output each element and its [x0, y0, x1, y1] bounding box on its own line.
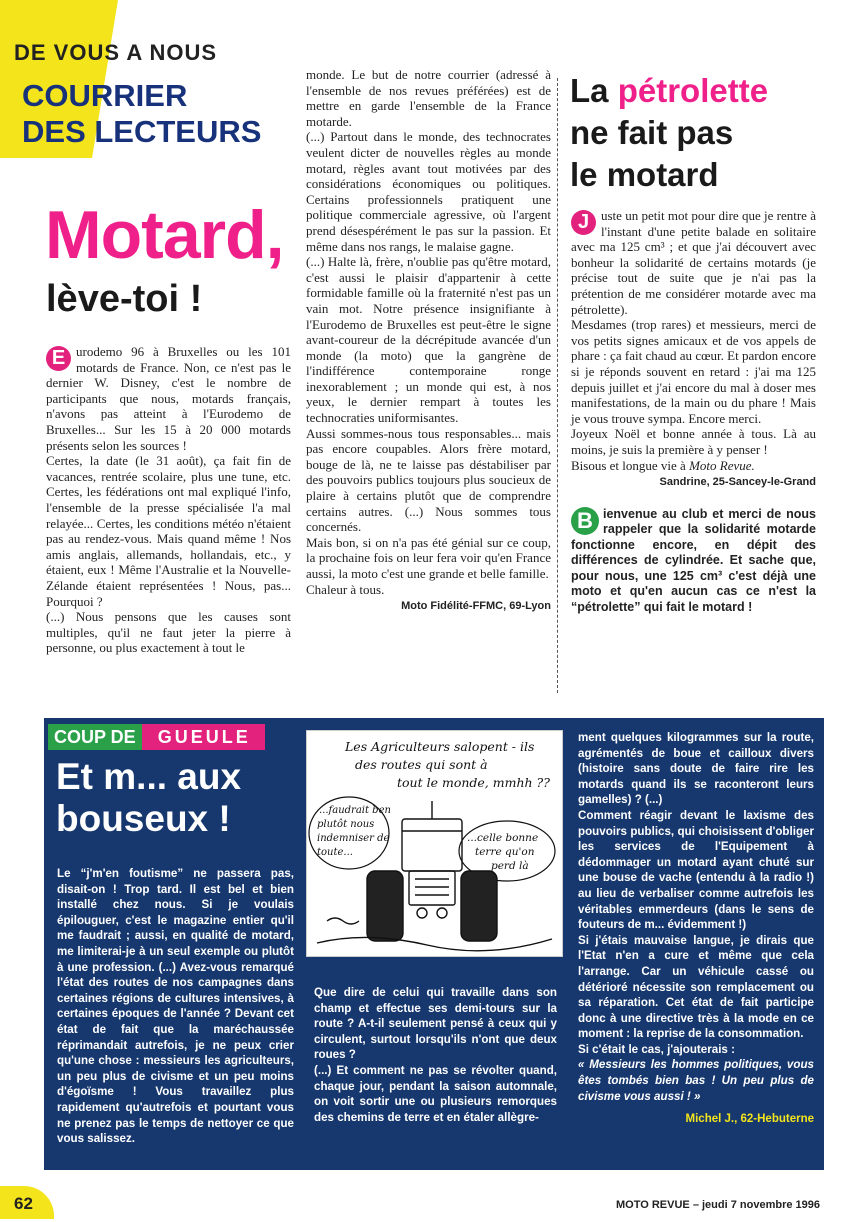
coup-de-gueule-paragraph: Comment réagir devant le laxisme des pouvoirs publics, qui choisissent d'obliger les services de l'Equipement à dédommager un motard ayant chuté sur une bouse de vache (entendu à la radio !) au lieu de verbaliser comme autrefois les véritables emmerdeurs (dans le sens de fouteurs de m... évidemment !) [578, 808, 814, 932]
editor-reply: B ienvenue au club et merci de nous rappeler que la solidarité motarde fonctionne encore, en dépit des différences de cylindrée. Et sache que, pour nous, une 125 cm³ c'est déjà une moto et qu'en aucun cas ce n'est la “pétrolette” qui fait le motard ! [571, 506, 816, 614]
article2-signature: Sandrine, 25-Sancey-le-Grand [659, 476, 816, 489]
cartoon-bubble-left-text: ...faudrait ben plutôt nous indemniser de toute... [317, 805, 391, 858]
coup-de-gueule-title [56, 756, 241, 840]
article1-paragraph: (...) Nous pensons que les causes sont multiples, qu'il ne faut jeter la pierre à personne, ou plus exactement à tout le [46, 609, 291, 656]
column-divider [557, 78, 558, 693]
article2-title-line3: le motard [570, 156, 719, 193]
article1-column2 [306, 67, 551, 615]
coup-de-gueule-column3 [578, 730, 814, 1128]
article1-paragraph: Mais bon, si on n'a pas été génial sur ce coup, la prochaine fois on leur fera voir qu'en France aussi, la moto c'est une grande et belle famille. [306, 534, 551, 581]
article2-title [570, 70, 768, 196]
section-title-line1: COURRIER [22, 78, 188, 113]
article1-paragraph: E urodemo 96 à Bruxelles ou les 101 motards de France. Non, ce n'est pas le dernier W. Disney, c'est le nombre de participants que nous, motards français, n'avons pas atteint à l'Eurodemo de Bruxelles... Sur les 15 à 20 000 motards présents selon les sources ! [46, 344, 291, 453]
coup-de-gueule-paragraph: ment quelques kilogrammes sur la route, agrémentés de boue et cailloux divers (histoire sans doute de faire rire les motards quand ils se raconteront leurs gamelles) ? (...) [578, 731, 814, 807]
article1-signature: Moto Fidélité-FFMC, 69-Lyon [401, 600, 551, 613]
article2-column [571, 208, 816, 615]
rubric-label: DE VOUS A NOUS [14, 40, 218, 65]
article2-paragraph: J uste un petit mot pour dire que je rentre à l'instant d'une petite balade en solitaire avec ma 125 cm³ ; et que j'ai découvert avec bonheur la solidarité de certains motards (je précise tout de suite que je n'ai pas la prétention de me considérer motarde avec ma pétrolette). [571, 208, 816, 317]
dropcap-j: J [571, 210, 596, 235]
page-number: 62 [0, 1186, 54, 1219]
coup-de-gueule-paragraph: Si c'était le cas, j'ajouterais : [578, 1042, 735, 1056]
article2-closing: Bisous et longue vie à Moto Revue. [571, 457, 755, 473]
article1-paragraph: Chaleur à tous. [306, 581, 385, 597]
article1-subtitle: lève-toi ! [46, 278, 203, 320]
tractor-cartoon-drawing [307, 731, 562, 956]
tag-gueule: GUEULE [142, 724, 265, 750]
section-title [22, 78, 261, 150]
article1-column1 [46, 344, 291, 656]
article2-paragraph: Joyeux Noël et bonne année à tous. Là au moins, je suis la première à y penser ! [571, 426, 816, 457]
cartoon-bubble-right-text: ...celle bonne terre qu'on perd là [467, 832, 539, 872]
section-title-line2: DES LECTEURS [22, 114, 262, 149]
box-title-line2: bouseux ! [56, 798, 231, 839]
article1-paragraph: monde. Le but de notre courrier (adressé à l'ensemble de nos revues préférées) est de mettre en garde l'ensemble de la France motarde. [306, 67, 551, 129]
footer-credit: MOTO REVUE – jeudi 7 novembre 1996 [616, 1199, 820, 1211]
coup-de-gueule-paragraph: Que dire de celui qui travaille dans son champ et effectue ses demi-tours sur la route ? A-t-il seulement pensé à ceux qui y circulent, surtout lorsqu'ils n'ont que deux roues ? [314, 986, 557, 1062]
dropcap-e: E [46, 346, 71, 371]
magazine-name: Moto Revue. [689, 457, 755, 473]
coup-de-gueule-signature: Michel J., 62-Hebuterne [685, 1113, 814, 1126]
coup-de-gueule-paragraph: (...) Et comment ne pas se révolter quand, chaque jour, pendant la saison automnale, on voit sortir une ou plusieurs remorques des chemins de terre et en étaler allègre- [314, 1063, 557, 1124]
article1-paragraph: Aussi sommes-nous tous responsables... mais pas encore coupables. Alors frère motard, bouge de là, ne te laisse pas déstabiliser par des pouvoirs publics toujours plus soucieux de plaire à certains plutôt que de comprendre certains autres. (...) Nous sommes tous concernés. [306, 425, 551, 535]
article2-title-highlight: pétrolette [617, 72, 769, 109]
article1-paragraph: (...) Partout dans le monde, des technocrates veulent dicter de nouvelles règles au monde motard, règles avant tout motivées par des considérations économiques ou politiques. Certains professionnels pratiquent une politique commerciale agressive, où l'argent prend désespérément le pas sur la passion. Et même dans nos rangs, le malaise gagne. [306, 129, 551, 254]
dropcap-b: B [571, 507, 599, 535]
article1-paragraph: (...) Halte là, frère, n'oublie pas qu'être motard, c'est aussi le plaisir d'appartenir à cette formidable famille où la fraternité n'est pas un vain mot. Notre présence insignifiante à l'Eurodemo de Bruxelles est peut-être le signe avant-coureur de la décrépitude avancée d'un monde (la moto) que la gangrène de l'indifférence contemporaine ronge inexorablement ; un monde qui est, à nos yeux, le dernier rempart à toutes les technocraties uniformisantes. [306, 254, 551, 426]
coup-de-gueule-tag [48, 724, 265, 750]
tag-coup-de: COUP DE [48, 724, 142, 750]
coup-de-gueule-paragraph: Si j'étais mauvaise langue, je dirais que l'Etat n'en a cure et même que cela l'arrange. Car un véhicule cassé ou détérioré nécessite son remplacement ou sa réparation. Cet état de fait participe donc à une directive très à la mode en ce moment : la reprise de la consommation. [578, 933, 814, 1041]
article2-title-line2: ne fait pas [570, 114, 734, 151]
coup-de-gueule-column2 [314, 985, 557, 1125]
coup-de-gueule-quote: « Messieurs les hommes politiques, vous êtes tombés bien bas ! Un peu plus de civisme vous aussi ! » [578, 1058, 814, 1103]
article1-paragraph: Certes, la date (le 31 août), ça fait fin de vacances, rentrée scolaire, plus une tune, etc. Certes, les fédérations ont mal expliqué l'info, l'ensemble de la presse spécialisée l'a mal relayée... Certes, les conditions météo n'étaient pas au rendez-vous. Mais quand même ! Nos amis anglais, allemands, hollandais, etc., y étaient, eux ! Même l'Australie et la Nouvelle-Zélande étaient représentées ! Nous, pas... Pourquoi ? [46, 453, 291, 609]
coup-de-gueule-paragraph: Le “j'm'en foutisme” ne passera pas, disait-on ! Trop tard. Il est bel et bien installé chez nous. Si je voulais épilouguer, c'est le magazine entier qu'il me faudrait ; aussi, en qualité de motard, me limiterai-je à un seul exemple ou plutôt à une profession. (...) Avez-vous remarqué l'état des routes de nos campagnes dans certaines régions de cultures intensives, à certaines époques de l'année ? Devant cet état de fait que la maréchaussée réprimandait autrefois, je ne peux crier qu'une chose : messieurs les agriculteurs, un peu plus de civisme et un peu moins d'égoïsme ! Vous travaillez plus rapidement qu'autrefois et pourtant vous ne prenez pas le temps de nettoyer ce que vous salissez. [57, 867, 294, 1146]
box-title-line1: Et m... aux [56, 756, 242, 797]
cartoon-illustration [306, 730, 563, 957]
article1-title: Motard, [45, 197, 284, 273]
cartoon-caption-top: Les Agriculteurs salopent - ils des routes qui sont à tout le monde, mmhh ?? [345, 739, 550, 790]
article2-paragraph: Mesdames (trop rares) et messieurs, merci de vos petits signes amicaux et de vos appels de phare : ça fait chaud au cœur. Et pardon encore si je réponds souvent en retard : j'ai ma 125 depuis juillet et j'ai encore du mal à doser mes manifestations, de la main ou du phare ! Mais je vous trouve sympa. Encore merci. [571, 317, 816, 426]
coup-de-gueule-column1 [57, 866, 294, 1147]
article2-title-word1: La [570, 72, 609, 109]
